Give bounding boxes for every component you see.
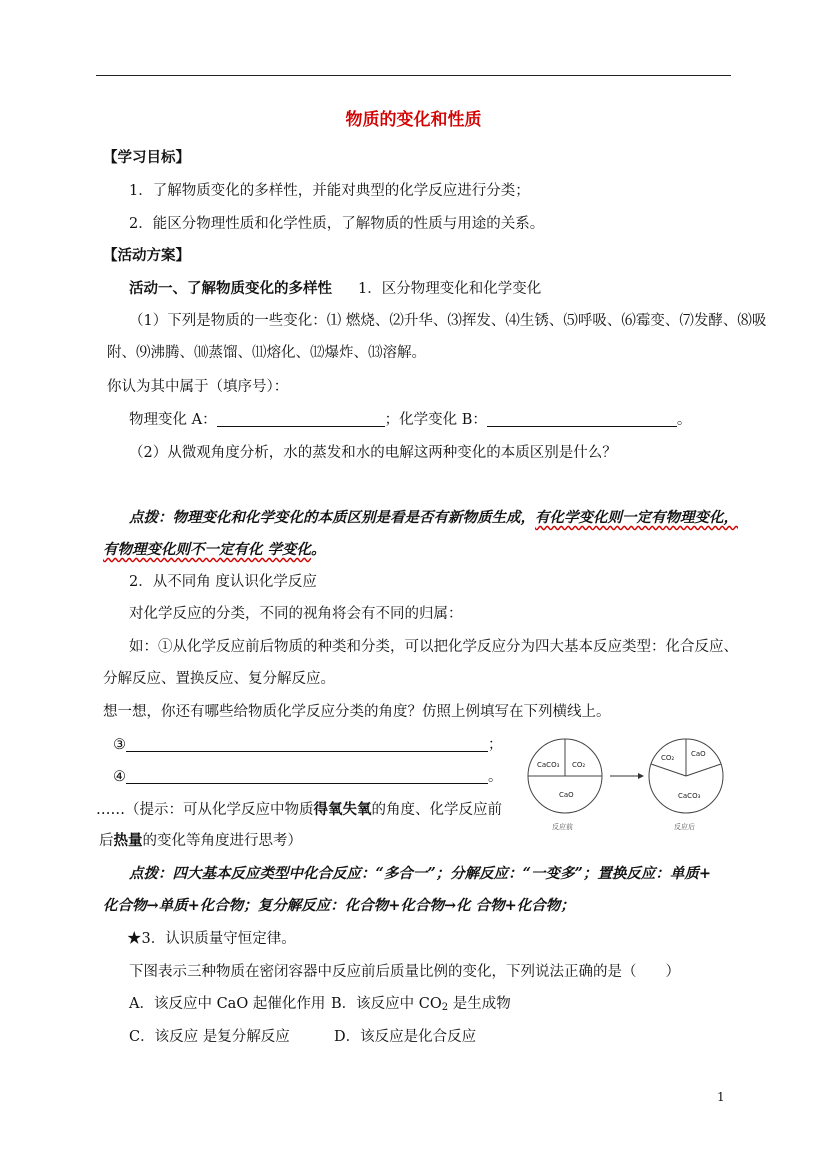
hint-text: 的角度、化学反应前	[371, 802, 502, 818]
option-b-subscript: 2	[441, 1002, 449, 1013]
subsection-3: ★3．认识质量守恒定律。	[127, 931, 296, 947]
subsection-2: 2．从不同角 度认识化学反应	[129, 574, 317, 590]
question-1-line-2: 附、⑼沸腾、⑽蒸馏、⑾熔化、⑿爆炸、⒀溶解。	[107, 345, 426, 361]
tip-2-line-1: 点拨：四大基本反应类型中化合反应：“多合一”；分解反应：“一变多”；置换反应：单质+	[129, 865, 712, 882]
reaction-mass-diagram	[520, 736, 745, 834]
after-pie	[649, 739, 723, 831]
hint-emphasis-oxygen: 得氧失氧	[313, 801, 372, 818]
example-line-1: 如：①从化学反应前后物质的种类和分类，可以把化学反应分为四大基本反应类型：化合反应、	[129, 639, 738, 655]
reaction-arrow	[610, 773, 644, 779]
classify-intro: 对化学反应的分类，不同的视角将会有不同的归属：	[129, 606, 463, 622]
tip-1-part-1: 点拨：物理变化和化学变化的本质区别是看是否有新物质生成，	[129, 509, 535, 526]
physical-change-label: 物理变化 A：	[129, 412, 217, 428]
answer-line	[129, 410, 691, 430]
after-caption: 反应后	[674, 823, 695, 831]
header-rule	[96, 75, 731, 76]
before-co2-label: CO₂	[572, 761, 586, 769]
option-b[interactable]	[331, 994, 511, 1018]
physical-change-blank[interactable]	[217, 410, 385, 427]
chemical-change-blank[interactable]	[487, 410, 677, 427]
option-d[interactable]: D．该反应是化合反应	[334, 1029, 477, 1045]
tip-1-line-1	[129, 508, 738, 528]
option-b-text: B．该反应中 CO	[331, 996, 442, 1012]
after-caco3-label: CaCO₃	[678, 792, 701, 800]
before-caption: 反应前	[552, 823, 573, 831]
subsection-1: 1．区分物理变化和化学变化	[358, 281, 542, 297]
question-1-prompt: 你认为其中属于（填序号）：	[107, 379, 289, 395]
end-mark: 。	[676, 412, 692, 428]
blank-3-row	[113, 735, 503, 755]
before-caco3-label: CaCO₃	[537, 761, 560, 769]
hint-text: 的变化等角度进行思考）	[142, 833, 302, 849]
tip-1-part-3: 有物理变化则不一定有化 学变化	[103, 541, 312, 558]
before-cao-label: CaO	[559, 791, 574, 799]
hint-text: ……（提示：可从化学反应中物质	[96, 802, 314, 818]
question-3: 下图表示三种物质在密闭容器中反应前后质量比例的变化，下列说法正确的是（ ）	[129, 964, 680, 980]
blank-3-label: ③	[113, 737, 126, 753]
hint-line-2	[99, 831, 302, 851]
before-pie	[528, 739, 602, 831]
goal-1: 1．了解物质变化的多样性，并能对典型的化学反应进行分类；	[129, 183, 530, 199]
example-line-2: 分解反应、置换反应、复分解反应。	[103, 671, 335, 687]
option-b-text: 是生成物	[448, 996, 511, 1012]
goal-2: 2．能区分物理性质和化学性质，了解物质的性质与用途的关系。	[129, 216, 545, 232]
blank-4-label: ④	[113, 769, 126, 785]
hint-text: 后	[99, 833, 114, 849]
blank-3-input[interactable]	[126, 735, 488, 752]
goals-heading: 【学习目标】	[103, 149, 190, 166]
hint-line-1	[96, 800, 502, 820]
blank-4-input[interactable]	[126, 767, 488, 784]
plan-heading: 【活动方案】	[103, 247, 190, 264]
after-co2-label: CO₂	[661, 754, 675, 762]
blank-3-end: ；	[488, 737, 503, 753]
blank-4-row	[113, 767, 503, 787]
after-cao-label: CaO	[691, 750, 706, 758]
question-2: （2）从微观角度分析，水的蒸发和水的电解这两种变化的本质区别是什么？	[129, 445, 617, 461]
page-number: 1	[717, 1090, 725, 1104]
tip-1-end: 。	[311, 541, 326, 558]
tip-1-line-2	[103, 540, 326, 560]
tip-1-part-2: 有化学变化则一定有物理变化，	[535, 509, 738, 526]
hint-emphasis-heat: 热量	[113, 832, 143, 849]
activity1-heading: 活动一、了解物质变化的多样性	[129, 280, 332, 297]
page-title: 物质的变化和性质	[345, 110, 482, 130]
think-prompt: 想一想，你还有哪些给物质化学反应分类的角度？仿照上例填写在下列横线上。	[103, 704, 611, 720]
blank-4-end: 。	[488, 769, 503, 785]
chemical-change-label: ；化学变化 B：	[384, 412, 487, 428]
question-1-line-1: （1）下列是物质的一些变化：⑴ 燃烧、⑵升华、⑶挥发、⑷生锈、⑸呼吸、⑹霉变、⑺发酵、⑻吸	[129, 313, 767, 329]
option-c[interactable]: C．该反应 是复分解反应	[129, 1029, 290, 1045]
option-a[interactable]: A．该反应中 CaO 起催化作用	[129, 996, 326, 1012]
tip-2-line-2: 化合物→单质+化合物；复分解反应：化合物+化合物→化 合物+化合物；	[103, 897, 575, 914]
